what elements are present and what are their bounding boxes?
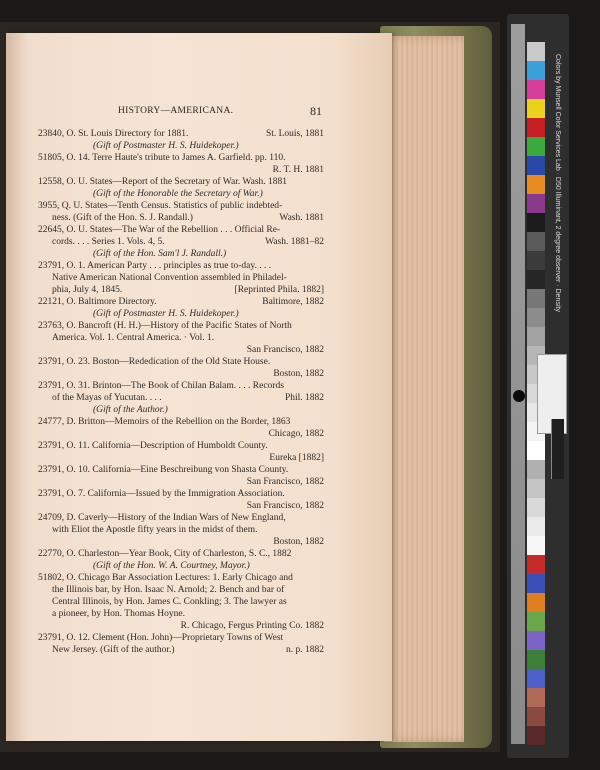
entry-line-text: (Gift of Postmaster H. S. Huidekoper.) bbox=[93, 141, 239, 151]
entry-line bbox=[38, 560, 324, 572]
catalog-entry bbox=[38, 464, 324, 488]
entry-line bbox=[38, 416, 324, 428]
entry-line bbox=[38, 308, 324, 320]
catalog-entry bbox=[38, 128, 324, 152]
gutter-shadow bbox=[6, 33, 28, 741]
entry-line bbox=[38, 260, 324, 272]
color-swatch bbox=[527, 536, 545, 555]
entry-line bbox=[38, 164, 324, 176]
color-swatch bbox=[527, 327, 545, 346]
color-swatch bbox=[527, 308, 545, 327]
catalog-entry bbox=[38, 320, 324, 356]
entry-line bbox=[38, 632, 324, 644]
color-swatch bbox=[527, 118, 545, 137]
color-swatch bbox=[527, 213, 545, 232]
entry-line-text: 51805, O. 14. Terre Haute's tribute to James A. Garfield. pp. 110. bbox=[38, 153, 286, 163]
entry-line-text: the Illinois bar, by Hon. Isaac N. Arnold; 2. Bench and bar of bbox=[52, 585, 285, 595]
entry-line-text: Central Illinois, by Hon. James C. Conkling; 3. The lawyer as bbox=[52, 597, 287, 607]
entry-line-text: New Jersey. (Gift of the author.) bbox=[52, 645, 175, 655]
color-swatch bbox=[527, 99, 545, 118]
entry-line bbox=[38, 500, 324, 512]
entry-line-text: 24709, D. Caverly—History of the Indian Wars of New England, bbox=[38, 513, 286, 523]
grey-scale-strip bbox=[511, 24, 525, 744]
color-swatch bbox=[527, 688, 545, 707]
entry-line-text: America. Vol. 1. Central America. · Vol. 1. bbox=[52, 333, 215, 343]
entry-line-text: 22770, O. Charleston—Year Book, City of Charleston, S. C., 1882 bbox=[38, 549, 292, 559]
entry-line-text: (Gift of the Hon. Sam'l J. Randall.) bbox=[93, 249, 227, 259]
catalog-entries bbox=[38, 128, 324, 656]
entry-line bbox=[38, 140, 324, 152]
color-target bbox=[507, 14, 569, 758]
entry-line-text: with Eliot the Apostle fifty years in the midst of them. bbox=[52, 525, 258, 535]
entry-line bbox=[38, 320, 324, 332]
entry-line bbox=[38, 488, 324, 500]
entry-line bbox=[38, 200, 324, 212]
entry-line bbox=[38, 476, 324, 488]
catalog-entry bbox=[38, 200, 324, 224]
entry-line bbox=[38, 548, 324, 560]
color-swatch bbox=[527, 270, 545, 289]
catalog-entry bbox=[38, 260, 324, 296]
entry-imprint: Wash. 1881 bbox=[279, 213, 324, 223]
catalog-entry bbox=[38, 440, 324, 464]
color-target-label: Colors by Munsell Color Services Lab · D50 Illuminant, 2 degree observer · Density bbox=[554, 54, 561, 312]
catalog-entry bbox=[38, 512, 324, 548]
color-swatch bbox=[527, 707, 545, 726]
entry-imprint: San Francisco, 1882 bbox=[246, 477, 324, 487]
entry-line bbox=[38, 620, 324, 632]
entry-line-text: ness. (Gift of the Hon. S. J. Randall.) bbox=[52, 213, 193, 223]
color-swatch bbox=[527, 61, 545, 80]
entry-line bbox=[38, 440, 324, 452]
color-swatch bbox=[527, 156, 545, 175]
entry-imprint: St. Louis, 1881 bbox=[265, 129, 324, 139]
catalog-entry bbox=[38, 356, 324, 380]
color-swatch bbox=[527, 232, 545, 251]
entry-imprint: n. p. 1882 bbox=[286, 645, 324, 655]
entry-line-text: 22645, O. U. States—The War of the Rebellion . . . Official Re- bbox=[38, 225, 281, 235]
entry-line-text: 23791, O. 31. Brinton—The Book of Chilan Balam. . . . Records bbox=[38, 381, 284, 391]
entry-line bbox=[38, 452, 324, 464]
entry-line-text: 22121, O. Baltimore Directory. bbox=[38, 297, 157, 307]
color-swatch bbox=[527, 650, 545, 669]
catalog-entry bbox=[38, 152, 324, 176]
color-swatch bbox=[527, 175, 545, 194]
color-swatch bbox=[527, 593, 545, 612]
catalog-entry bbox=[38, 176, 324, 200]
entry-line-text: phia, July 4, 1845. bbox=[52, 285, 123, 295]
entry-line bbox=[38, 608, 324, 620]
catalog-entry bbox=[38, 380, 324, 416]
entry-line bbox=[38, 524, 324, 536]
running-head-title: HISTORY—AMERICANA. bbox=[118, 106, 234, 116]
catalog-entry bbox=[38, 296, 324, 320]
catalog-entry bbox=[38, 224, 324, 260]
entry-line-text: a pioneer, by Hon. Thomas Hoyne. bbox=[52, 609, 185, 619]
color-swatch bbox=[527, 80, 545, 99]
entry-line-text: 23791, O. 12. Clement (Hon. John)—Proprietary Towns of West bbox=[38, 633, 284, 643]
entry-imprint: Boston, 1882 bbox=[273, 537, 324, 547]
entry-line-text: cords. . . . Series 1. Vols. 4, 5. bbox=[52, 237, 165, 247]
entry-line bbox=[38, 224, 324, 236]
entry-imprint: San Francisco, 1882 bbox=[246, 501, 324, 511]
color-swatch bbox=[527, 460, 545, 479]
entry-imprint: San Francisco, 1882 bbox=[246, 345, 324, 355]
color-swatch bbox=[527, 42, 545, 61]
entry-imprint: Phil. 1882 bbox=[284, 393, 324, 403]
entry-line-text: 51802, O. Chicago Bar Association Lectures: 1. Early Chicago and bbox=[38, 573, 293, 583]
color-swatch bbox=[527, 137, 545, 156]
entry-line-text: (Gift of Postmaster H. S. Huidekoper.) bbox=[93, 309, 239, 319]
color-swatch bbox=[527, 498, 545, 517]
entry-line bbox=[38, 644, 324, 656]
book-page bbox=[6, 33, 392, 741]
color-swatch bbox=[527, 726, 545, 745]
entry-imprint: Boston, 1882 bbox=[273, 369, 324, 379]
entry-line-text: 12558, O. U. States—Report of the Secretary of War. Wash. 1881 bbox=[38, 177, 288, 187]
entry-line bbox=[38, 392, 324, 404]
entry-line bbox=[38, 188, 324, 200]
entry-imprint: R. T. H. 1881 bbox=[272, 165, 324, 175]
entry-imprint: Wash. 1881–82 bbox=[265, 237, 324, 247]
entry-line bbox=[38, 572, 324, 584]
catalog-entry bbox=[38, 632, 324, 656]
entry-line-text: 23791, O. 10. California—Eine Beschreibung von Shasta County. bbox=[38, 465, 289, 475]
entry-line bbox=[38, 380, 324, 392]
entry-line bbox=[38, 404, 324, 416]
color-swatch bbox=[527, 289, 545, 308]
running-head bbox=[6, 106, 392, 120]
entry-line bbox=[38, 176, 324, 188]
entry-imprint: Eureka [1882] bbox=[269, 453, 324, 463]
entry-line bbox=[38, 512, 324, 524]
color-swatch bbox=[527, 479, 545, 498]
color-swatch bbox=[527, 517, 545, 536]
color-swatch bbox=[527, 251, 545, 270]
entry-line-text: 23791, O. 11. California—Description of Humboldt County. bbox=[38, 441, 268, 451]
entry-imprint: [Reprinted Phila. 1882] bbox=[234, 285, 324, 295]
entry-line-text: (Gift of the Hon. W. A. Courtney, Mayor.) bbox=[93, 561, 250, 571]
entry-line bbox=[38, 128, 324, 140]
entry-line bbox=[38, 332, 324, 344]
catalog-entry bbox=[38, 572, 324, 632]
entry-imprint: Chicago, 1882 bbox=[268, 429, 324, 439]
color-swatch bbox=[527, 574, 545, 593]
entry-line-text: of the Mayas of Yucutan. . . . bbox=[52, 393, 162, 403]
entry-line bbox=[38, 356, 324, 368]
color-swatch bbox=[527, 555, 545, 574]
entry-line bbox=[38, 368, 324, 380]
catalog-entry bbox=[38, 416, 324, 440]
entry-line-text: 23791, O. 23. Boston—Rededication of the Old State House. bbox=[38, 357, 271, 367]
entry-line-text: (Gift of the Author.) bbox=[93, 405, 168, 415]
entry-line-text: 23763, O. Bancroft (H. H.)—History of the Pacific States of North bbox=[38, 321, 292, 331]
catalog-entry bbox=[38, 488, 324, 512]
entry-line bbox=[38, 596, 324, 608]
entry-line-text: Native American National Convention assembled in Philadel- bbox=[52, 273, 287, 283]
entry-line bbox=[38, 284, 324, 296]
entry-line bbox=[38, 536, 324, 548]
page-edges bbox=[384, 36, 464, 742]
color-swatch bbox=[527, 631, 545, 650]
catalog-entry bbox=[38, 548, 324, 572]
page-number: 81 bbox=[310, 104, 322, 118]
color-swatch bbox=[527, 669, 545, 688]
entry-line-text: 24777, D. Britton—Memoirs of the Rebellion on the Border, 1863 bbox=[38, 417, 291, 427]
entry-line-text: 23791, O. 7. California—Issued by the Immigration Association. bbox=[38, 489, 285, 499]
entry-line-text: 3955, Q. U. States—Tenth Census. Statistics of public indebted- bbox=[38, 201, 283, 211]
entry-line bbox=[38, 248, 324, 260]
entry-imprint: R. Chicago, Fergus Printing Co. 1882 bbox=[180, 621, 324, 631]
entry-imprint: Baltimore, 1882 bbox=[262, 297, 324, 307]
entry-line-text: 23791, O. 1. American Party . . . principles as true to-day. . . . bbox=[38, 261, 272, 271]
entry-line bbox=[38, 428, 324, 440]
color-swatch bbox=[527, 612, 545, 631]
entry-line-text: (Gift of the Honorable the Secretary of War.) bbox=[93, 189, 263, 199]
entry-line bbox=[38, 464, 324, 476]
target-hole bbox=[513, 390, 525, 402]
entry-line bbox=[38, 344, 324, 356]
color-swatch bbox=[527, 441, 545, 460]
entry-line bbox=[38, 152, 324, 164]
entry-line bbox=[38, 212, 324, 224]
entry-line bbox=[38, 296, 324, 308]
entry-line bbox=[38, 272, 324, 284]
entry-line-text: 23840, O. St. Louis Directory for 1881. bbox=[38, 129, 189, 139]
entry-line bbox=[38, 236, 324, 248]
color-swatch bbox=[527, 194, 545, 213]
golden-thread-logo bbox=[551, 419, 564, 479]
entry-line bbox=[38, 584, 324, 596]
